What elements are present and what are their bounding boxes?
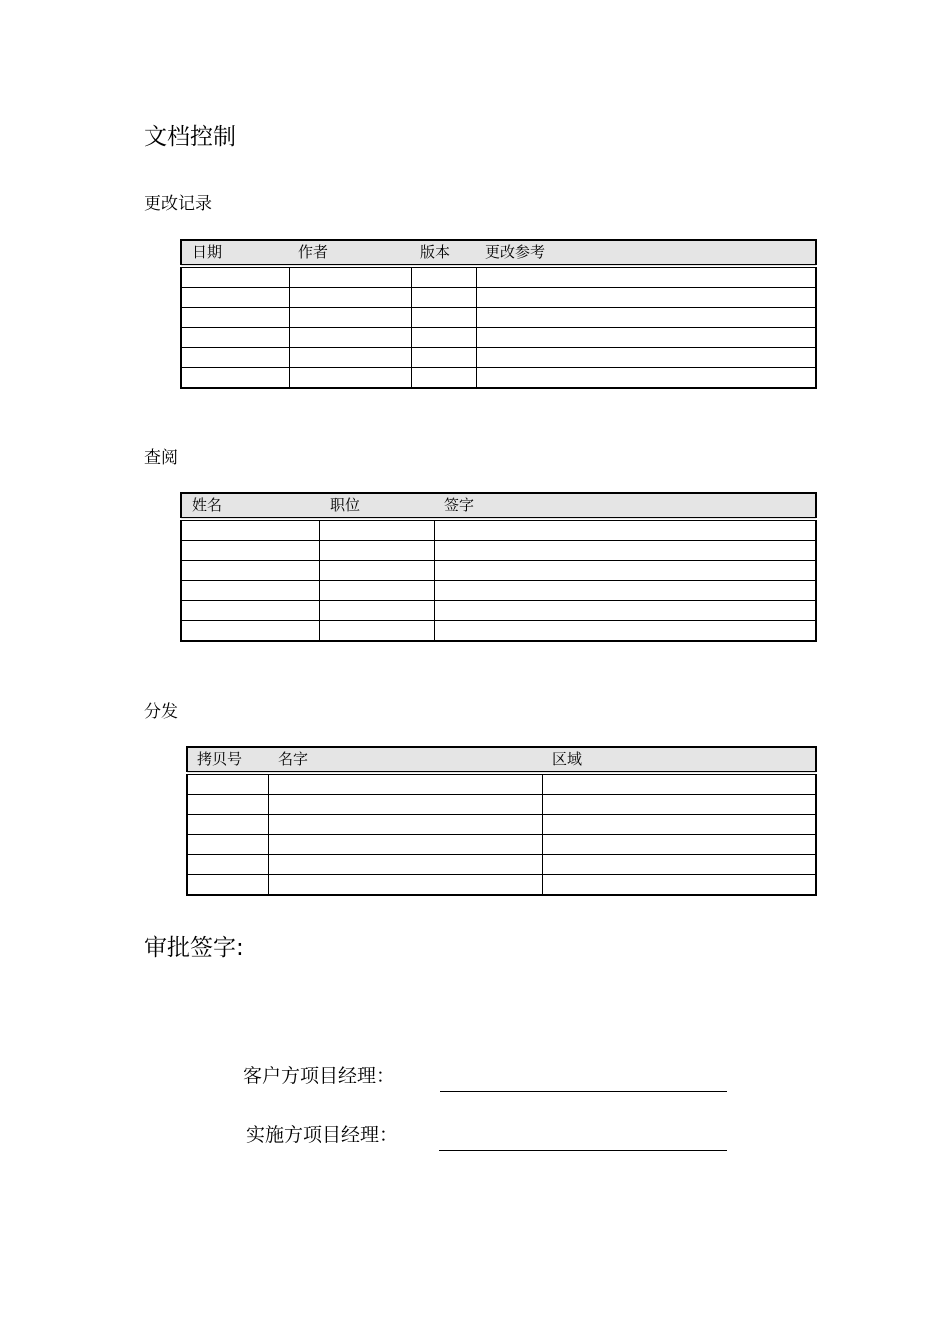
table-cell[interactable] (268, 875, 542, 896)
approval-title: 审批签字: (144, 935, 244, 961)
table-cell[interactable] (411, 348, 476, 368)
column-header-author: 作者 (298, 243, 329, 261)
table-cell[interactable] (187, 815, 268, 835)
table-row (181, 348, 816, 368)
column-header-change-reference: 更改参考 (485, 243, 546, 261)
table-cell[interactable] (268, 795, 542, 815)
distribution-header (187, 747, 816, 773)
table-cell[interactable] (289, 308, 411, 328)
table-cell[interactable] (268, 855, 542, 875)
table-cell[interactable] (289, 368, 411, 389)
client-pm-label: 客户方项目经理： (243, 1065, 396, 1087)
column-header-name: 姓名 (192, 496, 223, 514)
table-row (187, 815, 816, 835)
table-cell[interactable] (181, 368, 289, 389)
table-row (181, 561, 816, 581)
change-log-header (181, 240, 816, 266)
table-cell[interactable] (268, 835, 542, 855)
review-header (181, 493, 816, 519)
table-cell[interactable] (187, 773, 268, 795)
table-row (181, 328, 816, 348)
table-cell[interactable] (319, 561, 434, 581)
table-row (187, 773, 816, 795)
table-row (181, 308, 816, 328)
table-cell[interactable] (434, 621, 816, 642)
page-title: 文档控制 (144, 124, 236, 150)
table-cell[interactable] (434, 541, 816, 561)
table-cell[interactable] (289, 266, 411, 288)
table-cell[interactable] (319, 601, 434, 621)
table-cell[interactable] (181, 581, 319, 601)
table-cell[interactable] (268, 773, 542, 795)
table-row (181, 288, 816, 308)
review-table (180, 492, 817, 642)
table-cell[interactable] (187, 835, 268, 855)
table-cell[interactable] (476, 308, 816, 328)
table-cell[interactable] (411, 288, 476, 308)
implementer-pm-label: 实施方项目经理： (246, 1124, 399, 1146)
table-cell[interactable] (181, 308, 289, 328)
table-cell[interactable] (319, 621, 434, 642)
table-cell[interactable] (476, 368, 816, 389)
table-cell[interactable] (411, 328, 476, 348)
table-cell[interactable] (434, 581, 816, 601)
implementer-pm-signature-line[interactable] (439, 1150, 727, 1151)
table-cell[interactable] (411, 368, 476, 389)
distribution-table (186, 746, 817, 896)
column-header-recipient-name: 名字 (278, 750, 309, 768)
change-log-header-row (181, 240, 816, 266)
change-log-table (180, 239, 817, 389)
table-row (181, 368, 816, 389)
table-cell[interactable] (434, 519, 816, 541)
table-cell[interactable] (542, 773, 816, 795)
review-header-row (181, 493, 816, 519)
table-cell[interactable] (181, 266, 289, 288)
table-cell[interactable] (268, 815, 542, 835)
table-cell[interactable] (411, 266, 476, 288)
table-cell[interactable] (181, 348, 289, 368)
table-cell[interactable] (476, 348, 816, 368)
table-cell[interactable] (181, 561, 319, 581)
table-cell[interactable] (542, 835, 816, 855)
table-cell[interactable] (319, 541, 434, 561)
table-cell[interactable] (289, 288, 411, 308)
table-cell[interactable] (476, 266, 816, 288)
table-cell[interactable] (542, 855, 816, 875)
table-cell[interactable] (181, 621, 319, 642)
table-cell[interactable] (187, 875, 268, 896)
table-cell[interactable] (181, 328, 289, 348)
table-cell[interactable] (187, 795, 268, 815)
table-row (181, 581, 816, 601)
review-title: 查阅 (144, 448, 178, 468)
table-row (187, 875, 816, 896)
client-pm-signature-line[interactable] (440, 1091, 727, 1092)
table-row (181, 519, 816, 541)
column-header-date: 日期 (192, 243, 223, 261)
table-row (181, 621, 816, 642)
table-cell[interactable] (181, 601, 319, 621)
table-row (187, 855, 816, 875)
column-header-version: 版本 (420, 243, 451, 261)
table-cell[interactable] (181, 541, 319, 561)
table-cell[interactable] (542, 875, 816, 896)
table-cell[interactable] (411, 308, 476, 328)
column-header-region: 区域 (552, 750, 583, 768)
table-cell[interactable] (319, 581, 434, 601)
table-cell[interactable] (187, 855, 268, 875)
table-cell[interactable] (434, 561, 816, 581)
table-cell[interactable] (181, 519, 319, 541)
distribution-title: 分发 (144, 702, 178, 722)
table-cell[interactable] (181, 288, 289, 308)
table-cell[interactable] (289, 328, 411, 348)
table-cell[interactable] (476, 328, 816, 348)
column-header-position: 职位 (330, 496, 361, 514)
table-row (187, 835, 816, 855)
table-cell[interactable] (542, 795, 816, 815)
table-row (181, 541, 816, 561)
column-header-copy-number: 拷贝号 (197, 750, 243, 768)
table-row (187, 795, 816, 815)
distribution-header-row (187, 747, 816, 773)
table-cell[interactable] (476, 288, 816, 308)
column-header-signature: 签字 (444, 496, 475, 514)
table-cell[interactable] (434, 601, 816, 621)
table-cell[interactable] (319, 519, 434, 541)
table-cell[interactable] (542, 815, 816, 835)
change-log-title: 更改记录 (144, 194, 212, 214)
table-row (181, 601, 816, 621)
table-cell[interactable] (289, 348, 411, 368)
table-row (181, 266, 816, 288)
